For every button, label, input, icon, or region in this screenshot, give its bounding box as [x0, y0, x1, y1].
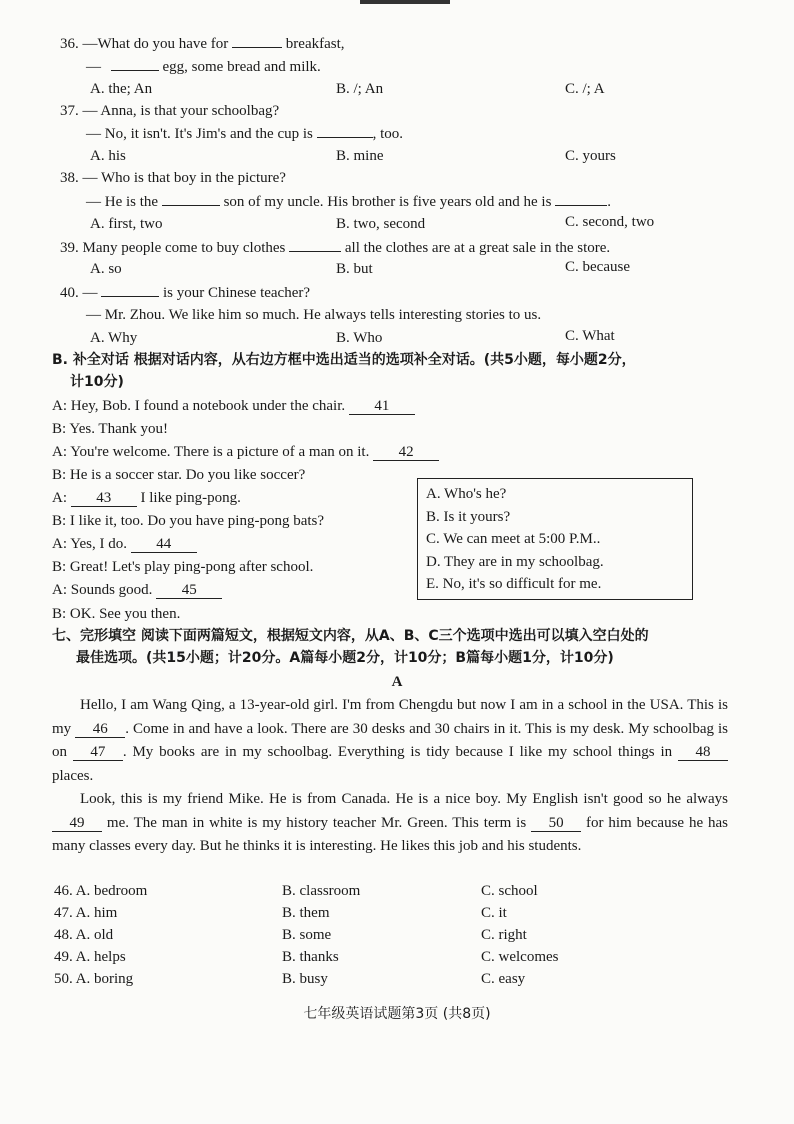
page-footer: 七年级英语试题第3页 (共8页) [303, 1006, 491, 1022]
dialogue-line-4: B: He is a soccer star. Do you like soccer? [52, 467, 306, 483]
choice-46-c: C. school [481, 883, 538, 899]
choice-47-a: 47. A. him [54, 905, 118, 921]
blank [289, 237, 341, 252]
question-36-answer-line [86, 56, 321, 77]
section-7-heading: 七、完形填空 阅读下面两篇短文，根据短文内容，从A、B、C三个选项中选出可以填入空白处的 [52, 628, 649, 644]
q36-option-a: A. the; An [90, 81, 153, 97]
q39-option-b: B. but [336, 261, 373, 277]
passage-text: . My books are in my schoolbag. Everything is tidy because I like my school things in [122, 744, 673, 760]
choice-50-b: B. busy [282, 971, 328, 987]
question-37-stem: 37. — Anna, is that your schoolbag? [60, 103, 280, 119]
passage-text: places. [52, 767, 94, 784]
passage-blank-47: 47 [73, 744, 123, 761]
passage-blank-49: 49 [52, 815, 102, 832]
q37-line2-a: — No, it isn't. It's Jim's and the cup is [86, 126, 313, 142]
dialogue-line-6: B: I like it, too. Do you have ping-pong bats? [52, 513, 325, 529]
dialogue-option-d: D. They are in my schoolbag. [426, 553, 604, 570]
blank [111, 56, 159, 71]
dialogue-option-a: A. Who's he? [426, 486, 507, 502]
passage-text: Look, this is my friend Mike. He is from Canada. He is a nice boy. My English isn't good so he always [80, 791, 728, 807]
passage-text: . Come in and have a look. There are 30 desks and 30 chairs in it. This is my desk. My schoolbag is on [52, 720, 729, 760]
dialogue-line-9 [52, 580, 222, 600]
dialogue-option-c: C. We can meet at 5:00 P.M.. [426, 531, 601, 547]
dialogue-option-e: E. No, it's so difficult for me. [426, 576, 602, 592]
passage-a-label: A [391, 674, 403, 690]
q36-option-c: C. /; A [565, 81, 605, 97]
q39-option-a: A. so [90, 261, 122, 277]
dialogue-line-5 [52, 488, 241, 508]
q39-stem-b: all the clothes are at a great sale in the store. [344, 240, 611, 256]
dialogue-blank-43: 43 [71, 490, 137, 507]
q36-line2-b: egg, some bread and milk. [162, 59, 321, 75]
q37-option-c: C. yours [565, 148, 616, 164]
passage-a-paragraph-1 [52, 694, 728, 788]
question-40-stem [60, 282, 310, 303]
q40-stem-b: is your Chinese teacher? [163, 285, 311, 301]
dialogue-text: A: Yes, I do. [52, 536, 128, 552]
passage-text: Hello, I am Wang Qing, a 13-year-old girl. I'm from Chengdu but now I am in a school in the USA. This is my [52, 697, 728, 737]
blank [232, 33, 282, 48]
q38-line2-c: . [607, 194, 611, 210]
question-40-answer-line: — Mr. Zhou. We like him so much. He always tells interesting stories to us. [86, 307, 542, 323]
q36-line2-a: — [86, 59, 101, 75]
dialogue-blank-44: 44 [131, 536, 197, 553]
passage-a-paragraph-2 [52, 788, 728, 859]
section-7-heading-cont: 最佳选项。(共15小题；计20分。A篇每小题2分，计10分；B篇每小题1分，计10分) [76, 650, 614, 666]
choice-48-c: C. right [481, 927, 527, 943]
passage-text: me. The man in white is my history teacher Mr. Green. This term is [106, 814, 527, 831]
dialogue-line-3 [52, 442, 439, 462]
q37-option-b: B. mine [336, 148, 384, 164]
q36-stem-a: 36. —What do you have for [60, 36, 229, 52]
dialogue-blank-41: 41 [349, 398, 415, 415]
dialogue-text: A: You're welcome. There is a picture of a man on it. [52, 444, 370, 460]
dialogue-text: A: [52, 490, 67, 506]
blank [555, 191, 607, 206]
dialogue-line-2: B: Yes. Thank you! [52, 421, 168, 437]
q40-option-b: B. Who [336, 330, 383, 346]
section-b-heading-cont: 计10分) [70, 374, 124, 390]
q40-option-c: C. What [565, 328, 615, 344]
choice-50-a: 50. A. boring [54, 971, 134, 987]
q39-option-c: C. because [565, 259, 630, 275]
passage-text: for him because he has many classes every day. But he thinks it is interesting. He likes this job and his students. [52, 814, 729, 854]
q38-option-b: B. two, second [336, 216, 426, 232]
dialogue-options-box [417, 478, 693, 600]
choice-49-b: B. thanks [282, 949, 339, 965]
choice-46-a: 46. A. bedroom [54, 883, 148, 899]
q37-option-a: A. his [90, 148, 126, 164]
choice-49-c: C. welcomes [481, 949, 559, 965]
dialogue-line-7 [52, 534, 197, 554]
q36-stem-b: breakfast, [285, 36, 345, 52]
dialogue-option-b: B. Is it yours? [426, 508, 511, 525]
choice-50-c: C. easy [481, 971, 526, 987]
q36-option-b: B. /; An [336, 81, 384, 97]
section-b-heading: B. 补全对话 根据对话内容，从右边方框中选出适当的选项补全对话。(共5小题，每小题2分， [52, 352, 636, 368]
dialogue-line-1 [52, 396, 415, 416]
q38-line2-a: — He is the [86, 194, 159, 210]
question-38-answer-line [86, 191, 611, 212]
question-37-answer-line [86, 123, 403, 144]
choice-48-b: B. some [282, 927, 332, 943]
choice-47-c: C. it [481, 905, 507, 921]
dialogue-blank-42: 42 [373, 444, 439, 461]
top-edge-mark [360, 0, 450, 4]
dialogue-line-8: B: Great! Let's play ping-pong after school. [52, 559, 314, 575]
blank [317, 123, 373, 138]
blank [101, 282, 159, 297]
dialogue-blank-45: 45 [156, 582, 222, 599]
q38-line2-b: son of my uncle. His brother is five years old and he is [223, 194, 552, 210]
passage-blank-50: 50 [531, 815, 581, 832]
q37-line2-b: , too. [372, 126, 404, 142]
question-36-stem [60, 33, 345, 54]
dialogue-text: A: Sounds good. [52, 582, 153, 598]
dialogue-text: A: Hey, Bob. I found a notebook under the chair. [52, 398, 346, 414]
q38-option-c: C. second, two [565, 214, 655, 230]
question-39-stem [60, 237, 610, 258]
passage-blank-48: 48 [678, 744, 728, 761]
dialogue-line-10: B: OK. See you then. [52, 606, 181, 622]
blank [162, 191, 220, 206]
choice-49-a: 49. A. helps [54, 949, 126, 965]
q40-option-a: A. Why [90, 330, 138, 346]
q38-option-a: A. first, two [90, 216, 163, 232]
q40-stem-a: 40. — [60, 285, 98, 301]
choice-48-a: 48. A. old [54, 927, 114, 943]
q39-stem-a: 39. Many people come to buy clothes [60, 240, 286, 256]
dialogue-text-after: I like ping-pong. [140, 490, 241, 506]
choice-46-b: B. classroom [282, 883, 361, 899]
passage-blank-46: 46 [75, 721, 125, 738]
choice-47-b: B. them [282, 905, 330, 921]
question-38-stem: 38. — Who is that boy in the picture? [60, 170, 286, 186]
